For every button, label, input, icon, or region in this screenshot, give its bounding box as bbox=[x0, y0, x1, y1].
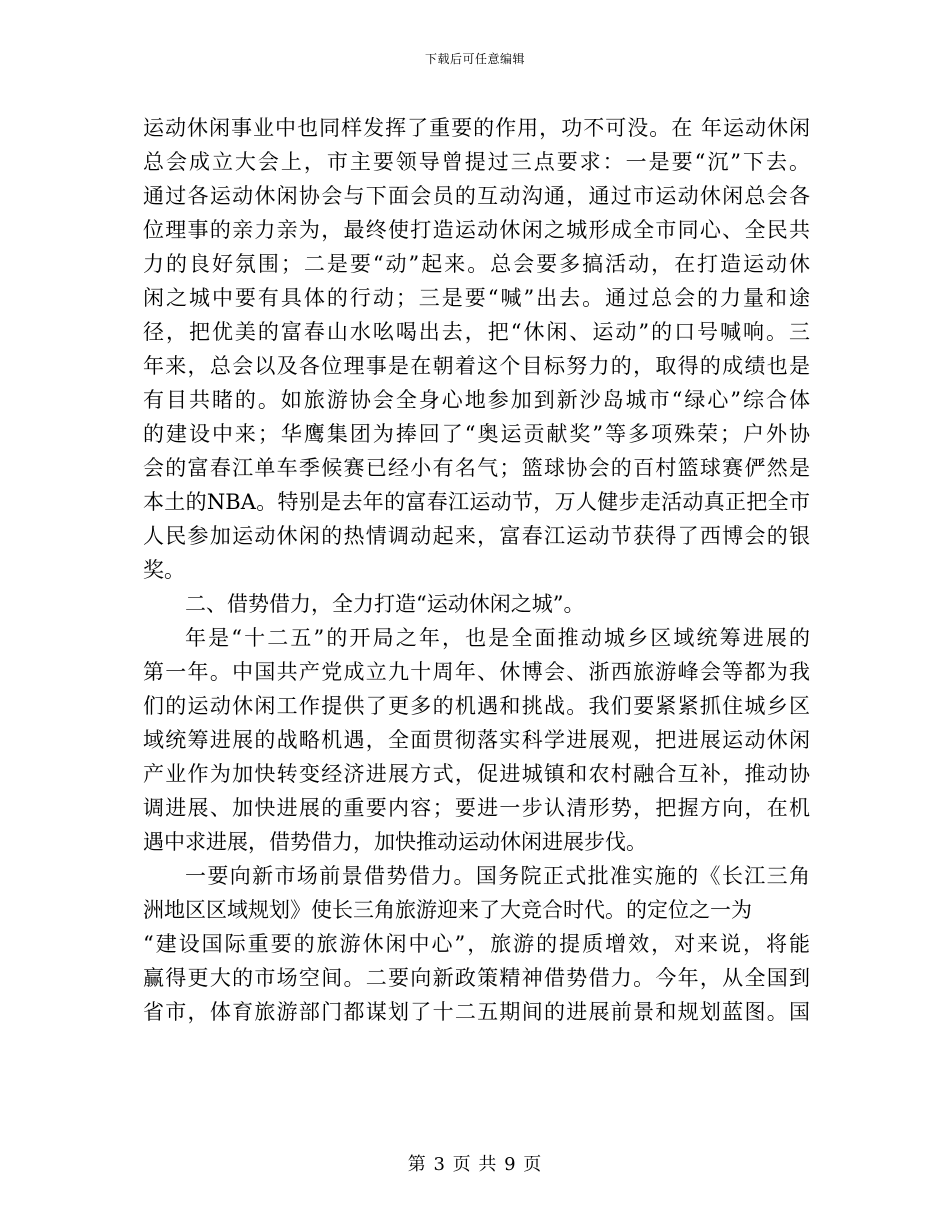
text-line: 域统筹进展的战略机遇，全面贯彻落实科学进展观，把进展运动休闲 bbox=[143, 728, 810, 752]
text-line: 总会成立大会上，市主要领导曾提过三点要求：一是要“沉”下去。 bbox=[143, 150, 810, 174]
text-line: 位理事的亲力亲为，最终使打造运动休闲之城形成全市同心、全民共 bbox=[143, 218, 810, 242]
document-body bbox=[143, 111, 810, 1029]
text-line: 力的良好氛围；二是要“动”起来。总会要多搞活动，在打造运动休 bbox=[143, 252, 810, 276]
section-heading: 二、借势借力，全力打造“运动休闲之城”。 bbox=[185, 592, 585, 616]
text-line: 本土的NBA。特别是去年的富春江运动节，万人健步走活动真正把全市 bbox=[143, 490, 810, 514]
text-line: 有目共睹的。如旅游协会全身心地参加到新沙岛城市“绿心”综合体 bbox=[143, 388, 810, 412]
text-line: 会的富春江单车季候赛已经小有名气；篮球协会的百村篮球赛俨然是 bbox=[143, 456, 810, 480]
text-line: 年是“十二五”的开局之年，也是全面推动城乡区域统筹进展的 bbox=[185, 626, 810, 650]
text-line: 第一年。中国共产党成立九十周年、休博会、浙西旅游峰会等都为我 bbox=[143, 660, 810, 684]
text-line: 径，把优美的富春山水吆喝出去，把“休闲、运动”的口号喊响。三 bbox=[143, 320, 810, 344]
text-line: 调进展、加快进展的重要内容；要进一步认清形势，把握方向，在机 bbox=[143, 796, 810, 820]
text-line: “建设国际重要的旅游休闲中心”，旅游的提质增效，对来说，将能 bbox=[143, 932, 810, 956]
page-footer: 第 3 页 共 9 页 bbox=[407, 1154, 543, 1175]
page-header: 下载后可任意编辑 bbox=[424, 52, 525, 66]
text-line: 遇中求进展，借势借力，加快推动运动休闲进展步伐。 bbox=[143, 830, 647, 854]
text-line: 人民参加运动休闲的热情调动起来，富春江运动节获得了西博会的银 bbox=[143, 524, 810, 548]
text-line: 一要向新市场前景借势借力。国务院正式批准实施的《长江三角 bbox=[185, 864, 810, 888]
text-line: 年来，总会以及各位理事是在朝着这个目标努力的，取得的成绩也是 bbox=[143, 354, 810, 378]
text-line: 运动休闲事业中也同样发挥了重要的作用，功不可没。在 年运动休闲 bbox=[143, 116, 810, 140]
text-line: 通过各运动休闲协会与下面会员的互动沟通，通过市运动休闲总会各 bbox=[143, 184, 810, 208]
text-line: 赢得更大的市场空间。二要向新政策精神借势借力。今年，从全国到 bbox=[143, 966, 810, 990]
text-line: 闲之城中要有具体的行动；三是要“喊”出去。通过总会的力量和途 bbox=[143, 286, 810, 310]
text-line: 省市，体育旅游部门都谋划了十二五期间的进展前景和规划蓝图。国 bbox=[143, 1000, 810, 1024]
text-line: 们的运动休闲工作提供了更多的机遇和挑战。我们要紧紧抓住城乡区 bbox=[143, 694, 810, 718]
text-line: 产业作为加快转变经济进展方式，促进城镇和农村融合互补，推动协 bbox=[143, 762, 810, 786]
text-line: 洲地区区域规划》使长三角旅游迎来了大竞合时代。的定位之一为 bbox=[143, 898, 752, 922]
text-line: 的建设中来；华鹰集团为捧回了“奥运贡献奖”等多项殊荣；户外协 bbox=[143, 422, 810, 446]
text-line: 奖。 bbox=[143, 558, 185, 582]
